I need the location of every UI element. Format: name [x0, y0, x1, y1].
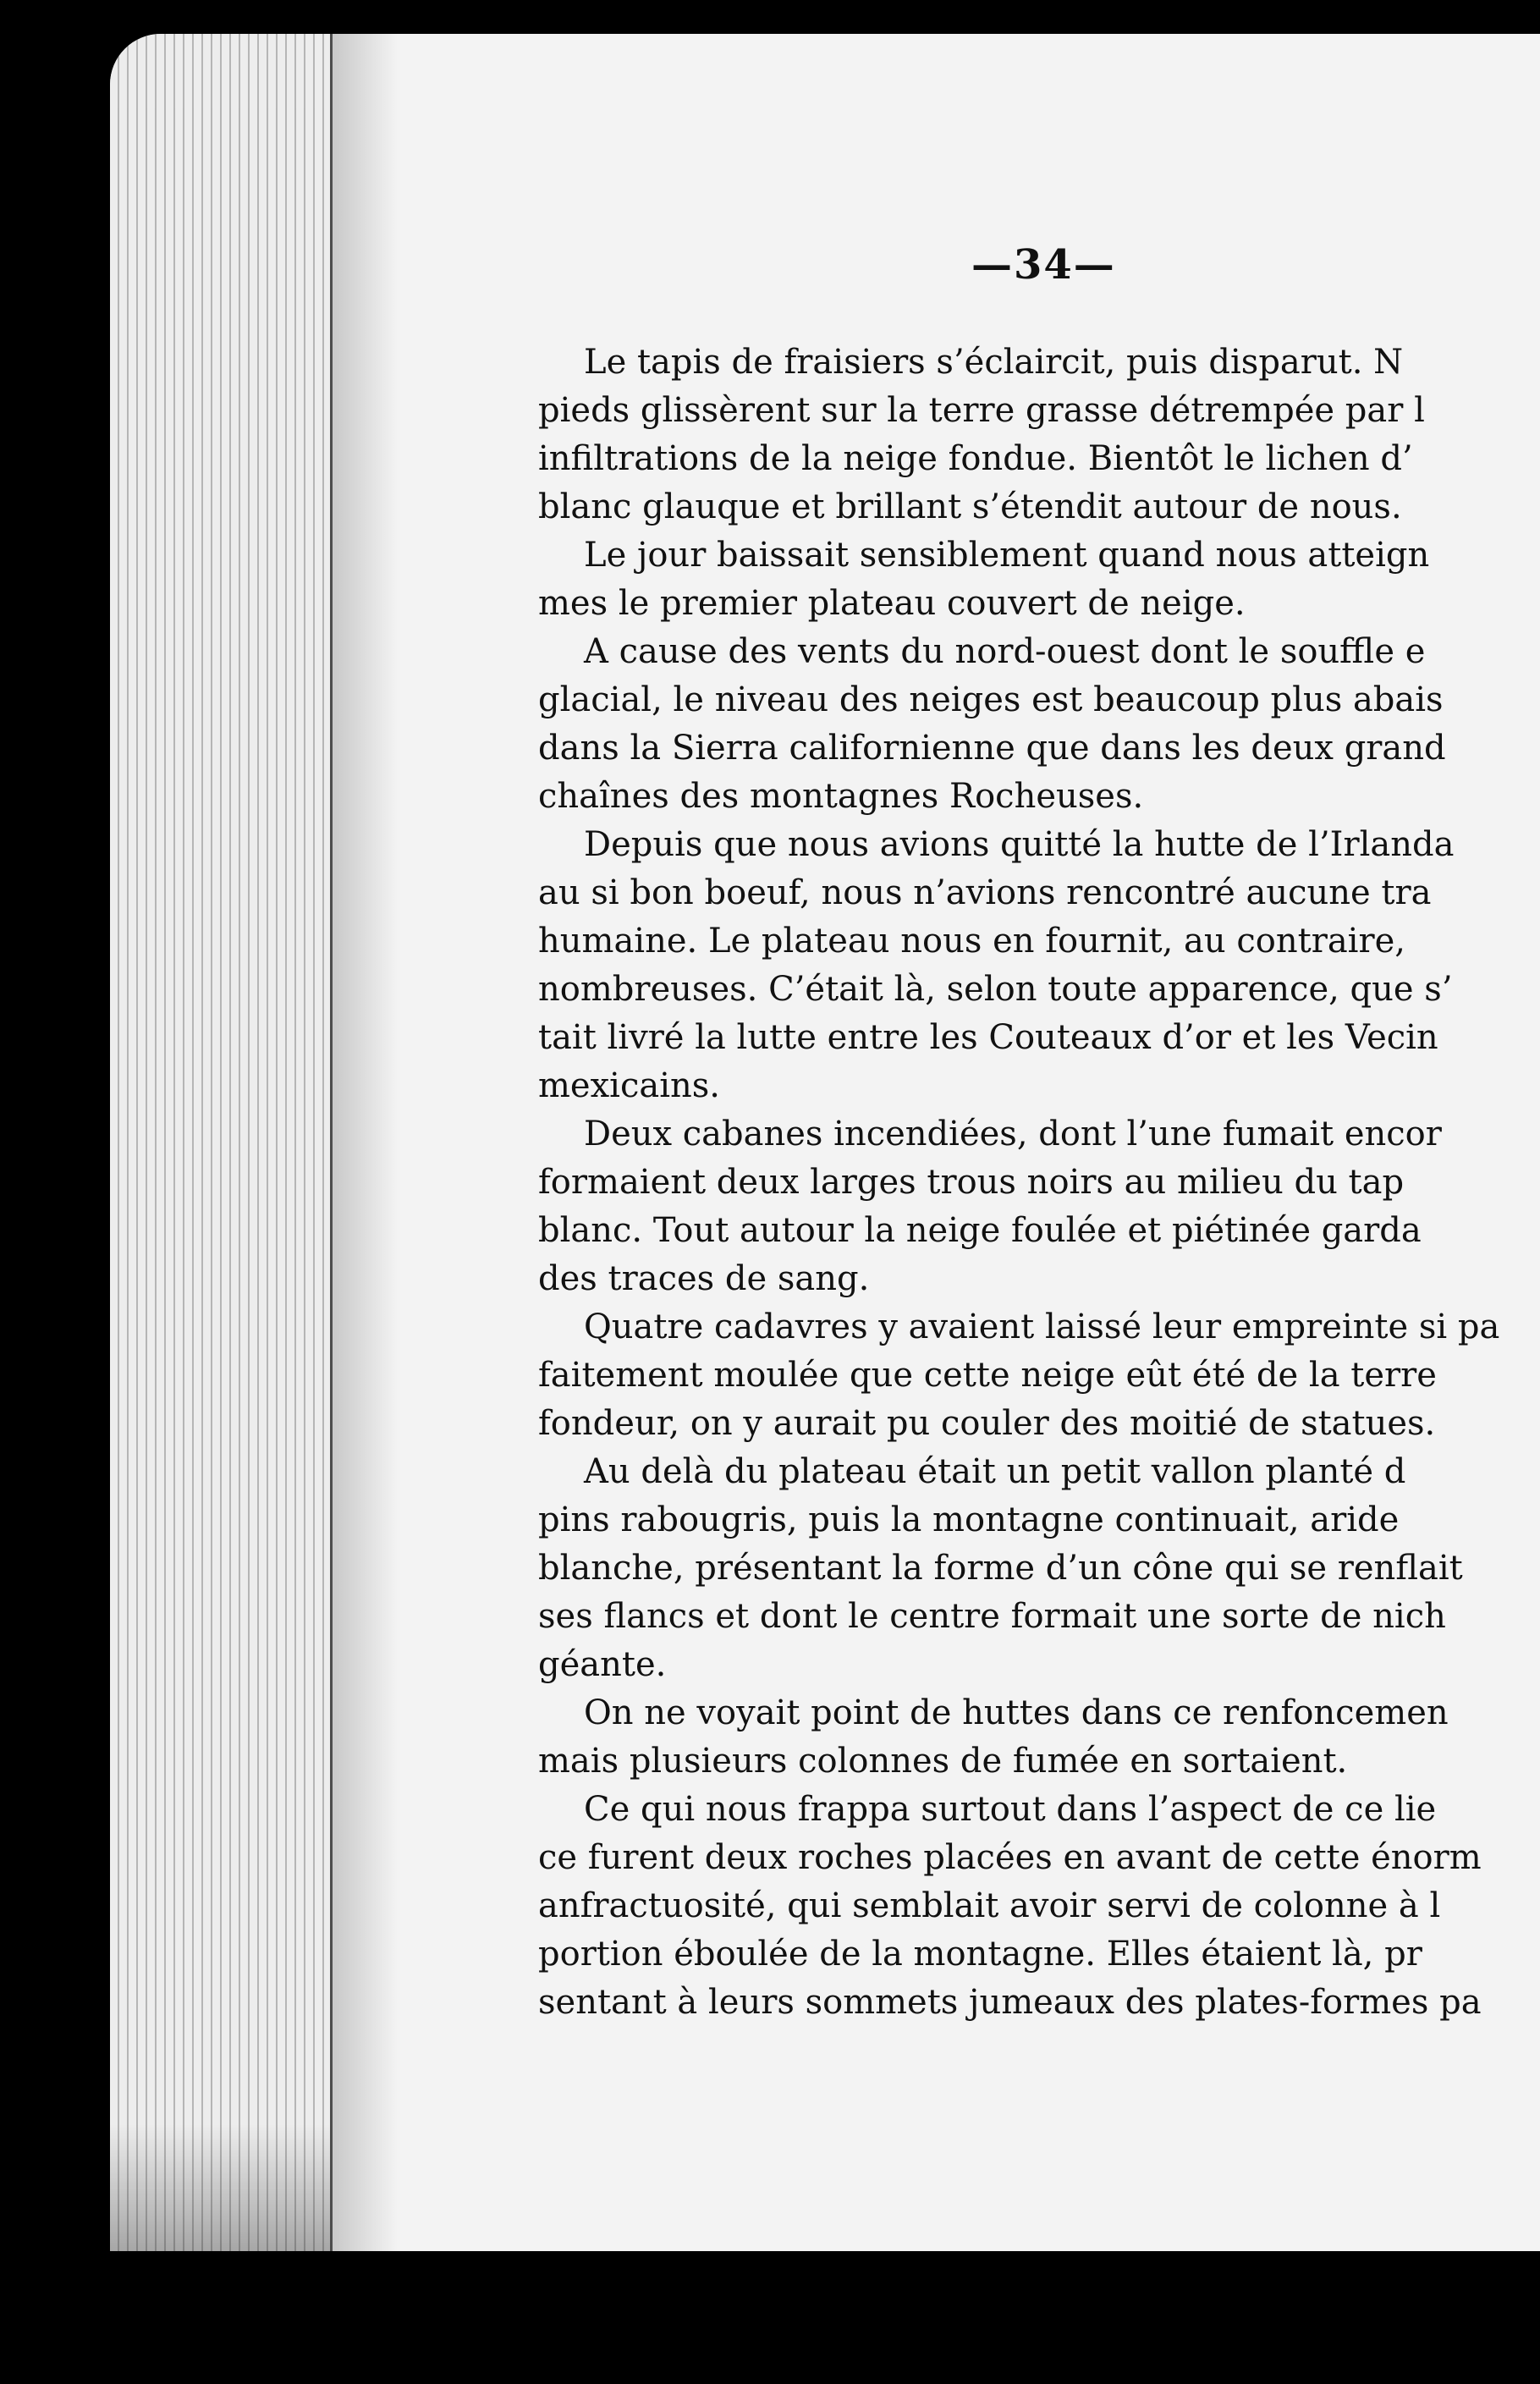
- page-edges: [110, 34, 333, 2251]
- text-line: tait livré la lutte entre les Couteaux d’or et les Vecin: [538, 1018, 1438, 1057]
- text-line: chaînes des montagnes Rocheuses.: [538, 777, 1144, 816]
- text-line: mes le premier plateau couvert de neige.: [538, 584, 1246, 623]
- text-line: blanc glauque et brillant s’étendit autour de nous.: [538, 487, 1402, 526]
- text-line: portion éboulée de la montagne. Elles étaient là, pr: [538, 1935, 1422, 1974]
- text-line: Depuis que nous avions quitté la hutte de l’Irlanda: [584, 825, 1455, 864]
- text-line: Quatre cadavres y avaient laissé leur empreinte si pa: [584, 1308, 1500, 1346]
- text-line: On ne voyait point de huttes dans ce renfoncemen: [584, 1693, 1449, 1732]
- body-text: [538, 339, 1540, 2027]
- page-number: —34—: [971, 241, 1116, 289]
- text-line: blanc. Tout autour la neige foulée et piétinée garda: [538, 1211, 1422, 1250]
- text-line: infiltrations de la neige fondue. Bientôt le lichen d’: [538, 439, 1413, 478]
- text-line: des traces de sang.: [538, 1259, 870, 1298]
- text-line: faitement moulée que cette neige eût été de la terre: [538, 1356, 1437, 1395]
- text-line: dans la Sierra californienne que dans les deux grand: [538, 729, 1446, 768]
- text-line: mexicains.: [538, 1066, 720, 1105]
- text-line: Ce qui nous frappa surtout dans l’aspect de ce lie: [584, 1790, 1437, 1829]
- text-line: glacial, le niveau des neiges est beaucoup plus abais: [538, 680, 1444, 719]
- text-line: géante.: [538, 1645, 667, 1684]
- text-line: ce furent deux roches placées en avant de cette énorm: [538, 1838, 1482, 1877]
- text-line: Deux cabanes incendiées, dont l’une fumait encor: [584, 1115, 1442, 1153]
- text-line: Au delà du plateau était un petit vallon planté d: [584, 1452, 1406, 1491]
- text-line: au si bon boeuf, nous n’avions rencontré aucune tra: [538, 873, 1432, 912]
- text-line: A cause des vents du nord-ouest dont le souffle e: [584, 632, 1426, 671]
- text-line: blanche, présentant la forme d’un cône qui se renflait: [538, 1549, 1463, 1588]
- text-line: pins rabougris, puis la montagne continuait, aride: [538, 1500, 1400, 1539]
- text-line: formaient deux larges trous noirs au milieu du tap: [538, 1163, 1405, 1202]
- text-line: fondeur, on y aurait pu couler des moitié de statues.: [538, 1404, 1436, 1443]
- gutter-shadow: [330, 34, 398, 2251]
- text-line: sentant à leurs sommets jumeaux des plates-formes pa: [538, 1983, 1482, 2022]
- text-line: Le tapis de fraisiers s’éclaircit, puis disparut. N: [584, 343, 1404, 382]
- text-line: pieds glissèrent sur la terre grasse détrempée par l: [538, 391, 1425, 430]
- text-line: ses flancs et dont le centre formait une sorte de nich: [538, 1597, 1446, 1636]
- text-line: Le jour baissait sensiblement quand nous atteign: [584, 536, 1430, 575]
- text-line: humaine. Le plateau nous en fournit, au contraire,: [538, 922, 1405, 961]
- text-line: nombreuses. C’était là, selon toute apparence, que s’: [538, 970, 1453, 1009]
- text-line: anfractuosité, qui semblait avoir servi de colonne à l: [538, 1886, 1441, 1925]
- text-line: mais plusieurs colonnes de fumée en sortaient.: [538, 1742, 1348, 1781]
